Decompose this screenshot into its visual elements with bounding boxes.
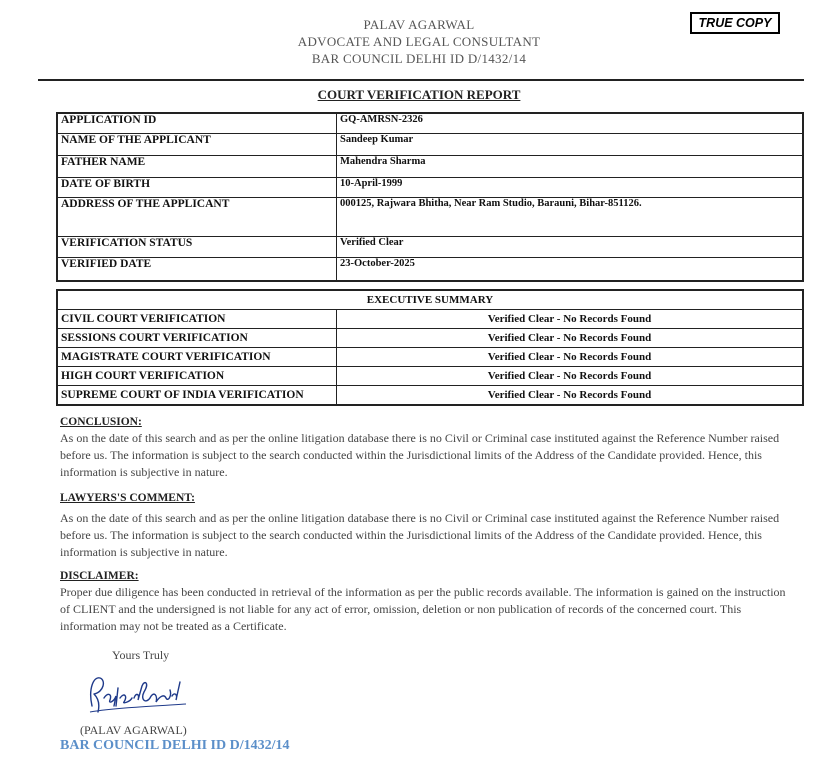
- advocate-name: PALAV AGARWAL: [363, 17, 475, 32]
- table-row: [57, 257, 803, 281]
- footer-bar-id: BAR COUNCIL DELHI ID D/1432/14: [60, 738, 290, 753]
- court-result: Verified Clear - No Records Found: [337, 386, 804, 406]
- table-row: [57, 329, 803, 348]
- executive-summary-table: [56, 289, 804, 406]
- table-row: [57, 348, 803, 367]
- court-label: MAGISTRATE COURT VERIFICATION: [57, 348, 337, 367]
- header-divider: [38, 79, 804, 81]
- detail-label: APPLICATION ID: [57, 113, 337, 133]
- court-result: Verified Clear - No Records Found: [337, 348, 804, 367]
- table-row: [57, 113, 803, 133]
- detail-value: 000125, Rajwara Bhitha, Near Ram Studio, Barauni, Bihar-851126.: [337, 197, 804, 236]
- detail-label: VERIFIED DATE: [57, 257, 337, 281]
- detail-value: 23-October-2025: [337, 257, 804, 281]
- court-label: SUPREME COURT OF INDIA VERIFICATION: [57, 386, 337, 406]
- table-row: [57, 197, 803, 236]
- signature-image: [84, 668, 194, 718]
- table-row: [57, 133, 803, 155]
- detail-value: GQ-AMRSN-2326: [337, 113, 804, 133]
- detail-value: Mahendra Sharma: [337, 155, 804, 177]
- closing-text: Yours Truly: [112, 648, 170, 662]
- disclaimer-title: DISCLAIMER:: [60, 570, 139, 582]
- detail-value: 10-April-1999: [337, 177, 804, 197]
- court-label: CIVIL COURT VERIFICATION: [57, 310, 337, 329]
- table-row: [57, 386, 803, 406]
- detail-value: Verified Clear: [337, 236, 804, 257]
- court-label: SESSIONS COURT VERIFICATION: [57, 329, 337, 348]
- court-result: Verified Clear - No Records Found: [337, 310, 804, 329]
- applicant-details-table: [56, 112, 804, 282]
- header-bar-id: BAR COUNCIL DELHI ID D/1432/14: [311, 51, 527, 66]
- detail-label: ADDRESS OF THE APPLICANT: [57, 197, 337, 236]
- table-row: [57, 367, 803, 386]
- table-row: [57, 155, 803, 177]
- lawyers-comment-title: LAWYERS'S COMMENT:: [60, 492, 195, 504]
- disclaimer-text: Proper due diligence has been conducted in retrieval of the information as per the public records available. The information is gained on the instruction of CLIENT and the undersigned is not liable for any act of error, omission, deletion or non publication of records of the concerned court. This information may not be treated as a Certificate.: [60, 585, 786, 633]
- detail-value: Sandeep Kumar: [337, 133, 804, 155]
- court-label: HIGH COURT VERIFICATION: [57, 367, 337, 386]
- summary-heading: EXECUTIVE SUMMARY: [57, 290, 803, 310]
- conclusion-text: As on the date of this search and as per the online litigation database there is no Civil or Criminal case instituted against the Reference Number raised before us. The information is subject to the search conducted within the Jurisdictional limits of the Address of the Candidate provided. Hence, this information is subjective in nature.: [60, 431, 780, 479]
- table-row: [57, 290, 803, 310]
- conclusion-title: CONCLUSION:: [60, 416, 142, 428]
- detail-label: FATHER NAME: [57, 155, 337, 177]
- court-result: Verified Clear - No Records Found: [337, 367, 804, 386]
- detail-label: VERIFICATION STATUS: [57, 236, 337, 257]
- court-result: Verified Clear - No Records Found: [337, 329, 804, 348]
- signatory-name: (PALAV AGARWAL): [80, 723, 187, 737]
- true-copy-stamp: TRUE COPY: [690, 12, 780, 34]
- table-row: [57, 310, 803, 329]
- detail-label: DATE OF BIRTH: [57, 177, 337, 197]
- detail-label: NAME OF THE APPLICANT: [57, 133, 337, 155]
- lawyers-comment-text: As on the date of this search and as per the online litigation database there is no Civil or Criminal case instituted against the Reference Number raised before us. The information is subject to the search conducted within the Jurisdictional limits of the Address of the Candidate provided. Hence, this information is subjective in nature.: [60, 511, 780, 559]
- report-title: COURT VERIFICATION REPORT: [317, 87, 521, 102]
- advocate-designation: ADVOCATE AND LEGAL CONSULTANT: [297, 34, 541, 49]
- table-row: [57, 177, 803, 197]
- table-row: [57, 236, 803, 257]
